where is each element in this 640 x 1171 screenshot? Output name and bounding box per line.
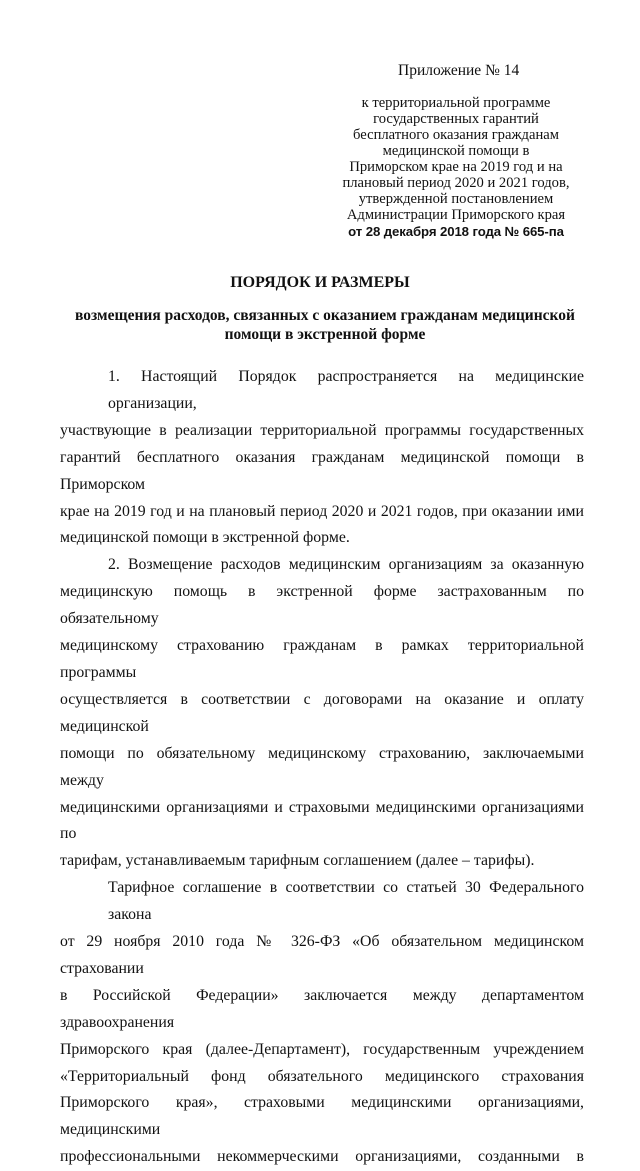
paragraph-line: крае на 2019 год и на плановый период 2020 и 2021 годов, при оказании ими (60, 502, 584, 520)
paragraph-line: медицинскому страхованию гражданам в рамках территориальной программы (60, 637, 584, 681)
approval-line: бесплатного оказания гражданам (353, 127, 559, 143)
document-subtitle (60, 306, 590, 344)
appendix-number: Приложение № 14 (398, 62, 520, 79)
paragraph-line: медицинской помощи в экстренной форме. (60, 529, 350, 547)
paragraph-line: участвующие в реализации территориальной программы государственных (60, 421, 584, 439)
paragraph-line: осуществляется в соответствии с договорами на оказание и оплату медицинской (60, 690, 584, 735)
paragraph-line: тарифам, устанавливаемым тарифным соглашением (далее – тарифы). (60, 852, 535, 870)
approval-line: государственных гарантий (373, 111, 539, 127)
subtitle-line: помощи в экстренной форме (224, 326, 426, 343)
paragraph-line: профессиональными некоммерческими организациями, созданными в (60, 1148, 584, 1166)
paragraph-line: гарантий бесплатного оказания гражданам медицинской помощи в Приморском (60, 448, 584, 493)
paragraph-line: помощи по обязательному медицинскому страхованию, заключаемыми между (60, 744, 584, 789)
subtitle-line: возмещения расходов, связанных с оказанием гражданам медицинской (75, 307, 575, 324)
document-body (60, 364, 584, 1171)
approval-line: Приморском крае на 2019 год и на (349, 159, 563, 175)
approval-line: Администрации Приморского края (346, 207, 566, 223)
paragraph-line: «Территориальный фонд обязательного медицинского страхования (60, 1067, 584, 1085)
paragraph-line: медицинскими организациями и страховыми медицинскими организациями по (60, 798, 584, 843)
paragraph-line: Приморского края», страховыми медицинскими организациями, медицинскими (60, 1094, 584, 1139)
paragraph-line: 2. Возмещение расходов медицинским организациям за оказанную (108, 556, 584, 574)
paragraph-line: в Российской Федерации» заключается между департаментом здравоохранения (60, 986, 584, 1031)
paragraph-line: медицинскую помощь в экстренной форме застрахованным по обязательному (60, 583, 584, 628)
paragraph-line: от 29 ноября 2010 года № 326-ФЗ «Об обязательном медицинском страховании (60, 933, 584, 977)
approval-block (336, 95, 576, 240)
approval-line: плановый период 2020 и 2021 годов, (342, 175, 570, 191)
paragraph-line: Приморского края (далее-Департамент), государственным учреждением (60, 1040, 584, 1058)
resolution-date-stamp: от 28 декабря 2018 года № 665-па (348, 224, 564, 239)
document-title: ПОРЯДОК И РАЗМЕРЫ (230, 274, 410, 291)
paragraph-line: 1. Настоящий Порядок распространяется на медицинские организации, (108, 368, 584, 412)
approval-line: утвержденной постановлением (358, 191, 554, 207)
paragraph-line: Тарифное соглашение в соответствии со статьей 30 Федерального закона (108, 879, 584, 924)
approval-line: к территориальной программе (361, 95, 551, 111)
approval-line: медицинской помощи в (382, 143, 530, 159)
